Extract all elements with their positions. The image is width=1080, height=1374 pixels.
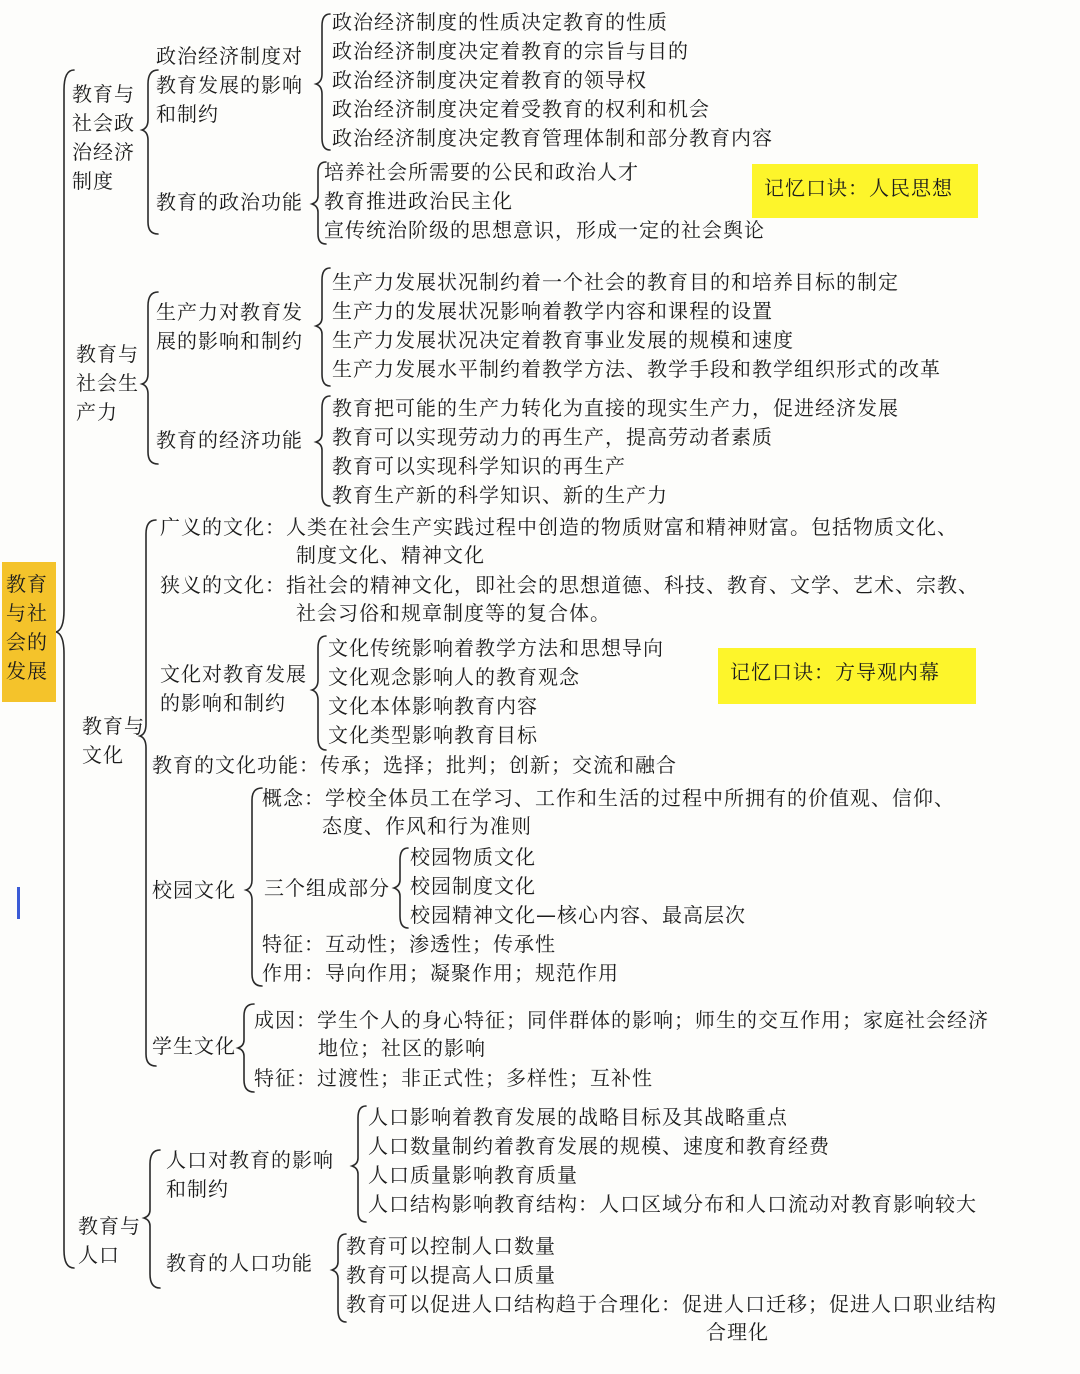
narrow-culture-line2: 社会习俗和规章制度等的复合体。 bbox=[296, 601, 611, 625]
list-item: 校园精神文化—核心内容、最高层次 bbox=[410, 903, 746, 927]
list-item: 政治经济制度决定着教育的宗旨与目的 bbox=[332, 39, 689, 63]
list-item: 生产力发展状况决定着教育事业发展的规模和速度 bbox=[332, 328, 794, 352]
list-item: 教育生产新的科学知识、新的生产力 bbox=[332, 483, 668, 507]
campus-concept-line2: 态度、作风和行为准则 bbox=[322, 814, 532, 838]
list-item: 生产力发展状况制约着一个社会的教育目的和培养目标的制定 bbox=[332, 270, 899, 294]
list-item-continuation: 合理化 bbox=[706, 1320, 769, 1344]
list-item: 人口数量制约着教育发展的规模、速度和教育经费 bbox=[368, 1134, 830, 1158]
list-item: 政治经济制度决定教育管理体制和部分教育内容 bbox=[332, 126, 773, 150]
list-item: 教育可以促进人口结构趋于合理化：促进人口迁移；促进人口职业结构 bbox=[346, 1292, 997, 1316]
branch-population-label: 教育与人口 bbox=[78, 1214, 141, 1267]
list-item: 生产力发展水平制约着教学方法、教学手段和教学组织形式的改革 bbox=[332, 357, 941, 381]
text-cursor bbox=[17, 887, 20, 919]
list-item: 培养社会所需要的公民和政治人才 bbox=[324, 160, 639, 184]
broad-culture-line2: 制度文化、精神文化 bbox=[296, 543, 485, 567]
branch-politics-label: 教育与社会政治经济制度 bbox=[72, 82, 135, 193]
list-item: 政治经济制度决定着教育的领导权 bbox=[332, 68, 647, 92]
list-item: 教育可以提高人口质量 bbox=[346, 1263, 556, 1287]
campus-parts-label: 三个组成部分 bbox=[264, 876, 390, 900]
list-item: 政治经济制度的性质决定教育的性质 bbox=[332, 10, 668, 34]
culture-function: 教育的文化功能：传承；选择；批判；创新；交流和融合 bbox=[152, 753, 677, 777]
list-item: 政治经济制度决定着受教育的权利和机会 bbox=[332, 97, 710, 121]
list-item: 校园制度文化 bbox=[410, 874, 536, 898]
list-item: 文化类型影响教育目标 bbox=[328, 723, 538, 747]
list-item: 教育可以实现科学知识的再生产 bbox=[332, 454, 626, 478]
broad-culture-line1: 广义的文化：人类在社会生产实践过程中创造的物质财富和精神财富。包括物质文化、 bbox=[160, 515, 958, 539]
list-item: 文化观念影响人的教育观念 bbox=[328, 665, 580, 689]
list-item: 教育把可能的生产力转化为直接的现实生产力，促进经济发展 bbox=[332, 396, 899, 420]
politics-function-label: 教育的政治功能 bbox=[156, 190, 303, 214]
list-item: 人口影响着教育发展的战略目标及其战略重点 bbox=[368, 1105, 788, 1129]
economic-function-label: 教育的经济功能 bbox=[156, 428, 303, 452]
branch-culture-label: 教育与文化 bbox=[82, 714, 145, 767]
narrow-culture-line1: 狭义的文化：指社会的精神文化，即社会的思想道德、科技、教育、文学、艺术、宗教、 bbox=[160, 573, 979, 597]
list-item: 人口质量影响教育质量 bbox=[368, 1163, 578, 1187]
list-item: 教育可以控制人口数量 bbox=[346, 1234, 556, 1258]
list-item: 宣传统治阶级的思想意识，形成一定的社会舆论 bbox=[324, 218, 765, 242]
list-item: 教育推进政治民主化 bbox=[324, 189, 513, 213]
list-item: 人口结构影响教育结构：人口区域分布和人口流动对教育影响较大 bbox=[368, 1192, 977, 1216]
list-item: 文化传统影响着教学方法和思想导向 bbox=[328, 636, 664, 660]
politics-constraint-label: 政治经济制度对教育发展的影响和制约 bbox=[156, 44, 303, 126]
culture-constraint-label: 文化对教育发展的影响和制约 bbox=[160, 662, 307, 715]
productivity-constraint-label: 生产力对教育发展的影响和制约 bbox=[156, 300, 303, 353]
campus-concept-line1: 概念：学校全体员工在学习、工作和生活的过程中所拥有的价值观、信仰、 bbox=[262, 786, 955, 810]
student-features: 特征：过渡性；非正式性；多样性；互补性 bbox=[254, 1066, 653, 1090]
campus-roles: 作用：导向作用；凝聚作用；规范作用 bbox=[262, 961, 619, 985]
campus-culture-label: 校园文化 bbox=[152, 878, 236, 902]
student-culture-label: 学生文化 bbox=[152, 1034, 236, 1058]
student-cause-line2: 地位；社区的影响 bbox=[318, 1036, 486, 1060]
memory-tip-politics: 记忆口诀：人民思想 bbox=[752, 164, 978, 218]
list-item: 文化本体影响教育内容 bbox=[328, 694, 538, 718]
population-function-label: 教育的人口功能 bbox=[166, 1251, 313, 1275]
student-cause-line1: 成因：学生个人的身心特征；同伴群体的影响；师生的交互作用；家庭社会经济 bbox=[254, 1008, 989, 1032]
root-node: 教育与社会的发展 bbox=[2, 562, 56, 702]
branch-productivity-label: 教育与社会生产力 bbox=[76, 342, 139, 424]
campus-features: 特征：互动性；渗透性；传承性 bbox=[262, 932, 556, 956]
memory-tip-culture: 记忆口诀：方导观内幕 bbox=[718, 648, 976, 704]
list-item: 生产力的发展状况影响着教学内容和课程的设置 bbox=[332, 299, 773, 323]
list-item: 教育可以实现劳动力的再生产，提高劳动者素质 bbox=[332, 425, 773, 449]
list-item: 校园物质文化 bbox=[410, 845, 536, 869]
population-constraint-label: 人口对教育的影响和制约 bbox=[166, 1148, 334, 1201]
